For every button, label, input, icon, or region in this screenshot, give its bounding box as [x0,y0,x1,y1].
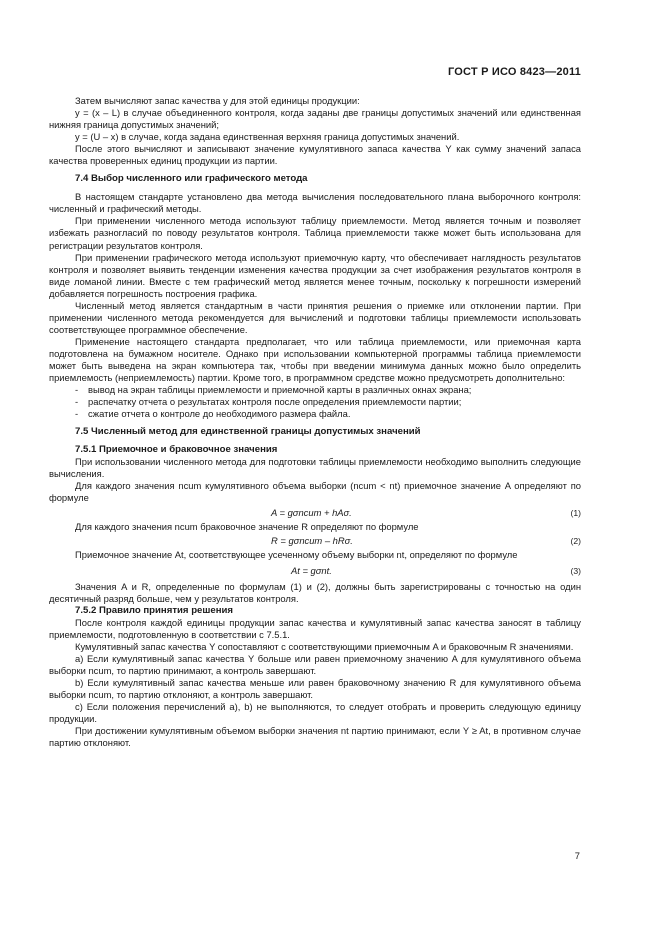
list-item: - вывод на экран таблицы приемлемости и приемочной карты в различных окнах экрана; [75,384,472,396]
formula-1 [49,507,581,519]
paragraph: При использовании численного метода для подготовки таблицы приемлемости необходимо выполнить следующие вычисления. [49,456,581,480]
paragraph: Затем вычисляют запас качества у для этой единицы продукции: [75,95,360,106]
formula-number: (2) [570,535,581,546]
paragraph: При достижении кумулятивным объемом выборки значения nt партию принимают, если Y ≥ At, в противном случае партию отклоняют. [49,725,581,749]
paragraph: При применении графического метода используют приемочную карту, что обеспечивает наглядность результатов контроля и позволяет выявить тенденции изменения качества продукции за счет изображения результатов контроля в виде ломаной линии. Вместе с тем графический метод является менее точным, поскольку к погрешности измерений добавляется погрешность построения графика. [49,251,581,299]
paragraph: Приемочное значение At, соответствующее усеченному объему выборки nt, определяют по формуле [75,548,518,560]
paragraph: y = (U – x) в случае, когда задана единственная верхняя граница допустимых значений. [75,131,460,143]
list-item-c: c) Если положения перечислений a), b) не выполняются, то следует отобрать и проверить следующую единицу продукции. [49,701,581,725]
paragraph: Для каждого значения ncum браковочное значение R определяют по формуле [75,520,419,532]
section-heading-7-4: 7.4 Выбор численного или графического метода [75,173,308,185]
subsection-heading-7-5-1: 7.5.1 Приемочное и браковочное значения [75,444,278,456]
list-item-b: b) Если кумулятивный запас качества меньше или равен браковочному значению R для кумулятивного объема выборки ncum, то партию отклоняют, а контроль завершают. [49,677,581,701]
paragraph: Для каждого значения ncum кумулятивного объема выборки (ncum < nt) приемочное значение A определяют по формуле [49,480,581,504]
paragraph: Значения A и R, определенные по формулам (1) и (2), должны быть зарегистрированы с точностью на один десятичный разряд больше, чем у результатов контроля. [49,580,581,604]
paragraph: y = (x – L) в случае объединенного контроля, когда заданы две границы допустимых значений или единственная нижняя граница допустимых значений; [49,107,581,131]
formula-number: (1) [570,507,581,518]
subsection-heading-7-5-2: 7.5.2 Правило принятия решения [75,604,234,616]
formula-expression: A = gσncum + hAσ. [271,506,352,518]
document-body [49,95,581,749]
formula-2 [49,535,581,547]
paragraph: После контроля каждой единицы продукции запас качества и кумулятивный запас качества заносят в таблицу приемлемости, подготовленную в соответствии с 7.5.1. [49,616,581,640]
paragraph: Применение настоящего стандарта предполагает, что или таблица приемлемости, или приемочная карта подготовлена на бумажном носителе. Однако при использовании компьютерной программы таблица приемлемости может быть выведена на экран компьютера так, чтобы при введении минимума данных можно было определить приемлемость (неприемлемость) партии. Кроме того, в программном средстве можно предусмотреть дополнительно: [49,335,581,384]
paragraph: В настоящем стандарте установлено два метода вычисления последовательного плана выборочного контроля: численный и графический методы. [49,191,581,215]
formula-number: (3) [570,565,581,576]
section-heading-7-5: 7.5 Численный метод для единственной границы допустимых значений [75,426,421,438]
paragraph: После этого вычисляют и записывают значение кумулятивного запаса качества Y как сумму значений запаса качества проверенных единиц продукции из партии. [49,143,581,167]
paragraph: Кумулятивный запас качества Y сопоставляют с соответствующими приемочным A и браковочным R значениями. [75,640,574,652]
paragraph: Численный метод является стандартным в части принятия решения о приемке или отклонении партии. При применении численного метода рекомендуется для вычислений и подготовки таблицы приемлемости использовать соответствующее программное обеспечение. [49,299,581,335]
list-item-a: a) Если кумулятивный запас качества Y больше или равен приемочному значению A для кумулятивного объема выборки ncum, то партию принимают, а контроль завершают. [49,653,581,677]
formula-3 [49,565,581,577]
formula-expression: R = gσncum – hRσ. [271,534,353,546]
formula-expression: At = gσnt. [291,564,332,576]
standard-header: ГОСТ Р ИСО 8423—2011 [447,66,581,78]
list-item: - распечатку отчета о результатах контроля после определения приемлемости партии; [75,396,462,408]
list-item: - сжатие отчета о контроле до необходимого размера файла. [75,408,351,420]
page-number: 7 [574,850,580,861]
paragraph: При применении численного метода используют таблицу приемлемости. Метод является точным и позволяет избежать разногласий по поводу результатов контроля. Таблица приемлемости также может быть использована для регистрации результатов контроля. [49,215,581,251]
